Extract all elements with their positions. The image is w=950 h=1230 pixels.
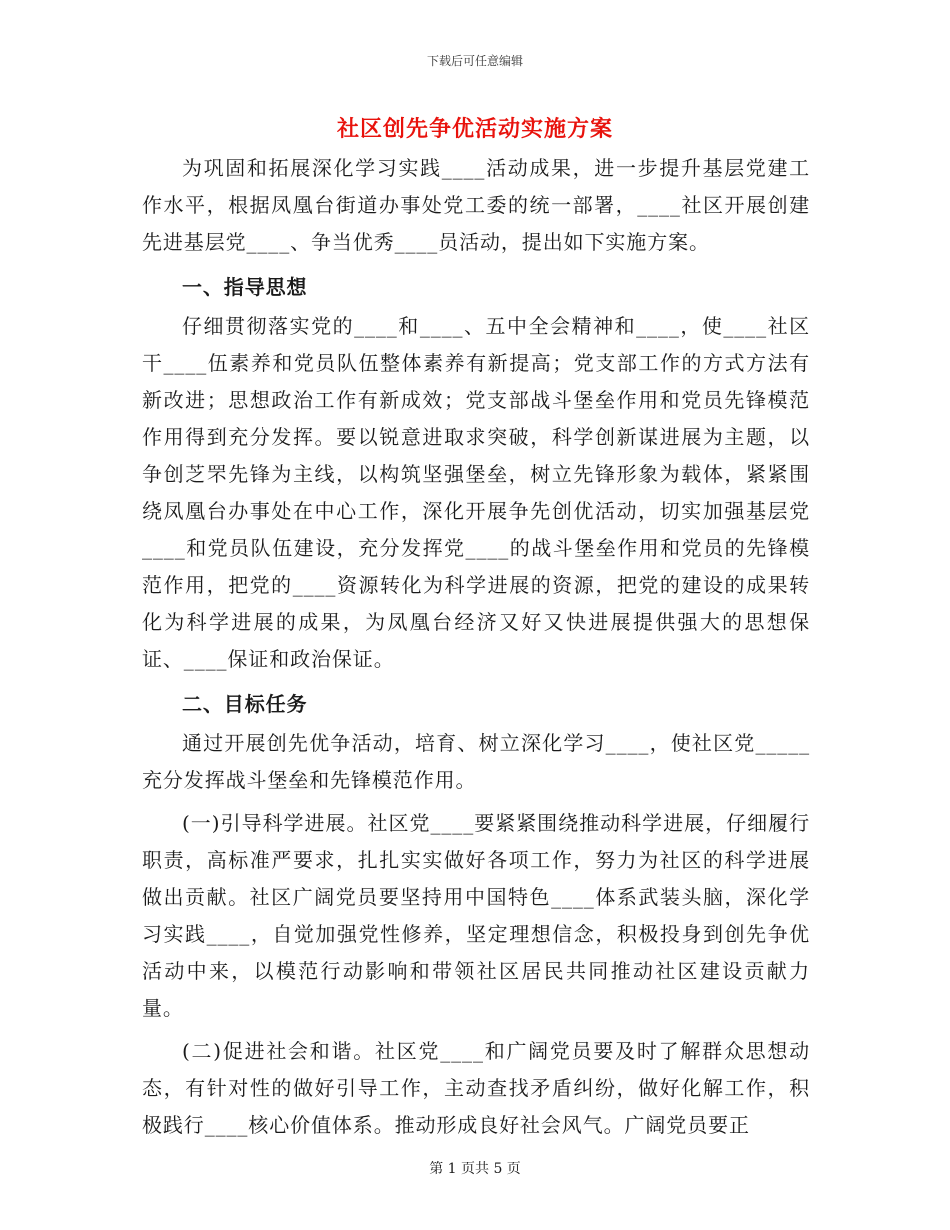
page-number: 第 1 页共 5 页: [429, 1161, 521, 1177]
section-heading-guiding-ideology: 一、指导思想: [182, 275, 308, 299]
intro-paragraph: 为巩固和拓展深化学习实践____活动成果，进一步提升基层党建工作水平，根据凤凰台街道办事处党工委的统一部署，____社区开展创建先进基层党____、争当优秀____员活动，提出如下实施方案。: [142, 156, 810, 254]
goal-item-science-progress: (一)引导科学进展。社区党____要紧紧围绕推动科学进展，仔细履行职责，高标准严要求，扎扎实实做好各项工作，努力为社区的科学进展做出贡献。社区广阔党员要坚持用中国特色____体系武装头脑，深化学习实践____，自觉加强党性修养，坚定理想信念，积极投身到创先争优活动中来，以模范行动影响和带领社区居民共同推动社区建设贡献力量。: [142, 811, 810, 1020]
document-title: 社区创先争优活动实施方案: [336, 116, 613, 142]
document-body: [142, 150, 810, 1144]
section-heading-goals-tasks: 二、目标任务: [182, 692, 308, 716]
goal-item-social-harmony: (二)促进社会和谐。社区党____和广阔党员要及时了解群众思想动态，有针对性的做好引导工作，主动查找矛盾纠纷，做好化解工作，积极践行____核心价值体系。推动形成良好社会风气。广阔党员要正: [142, 1039, 810, 1137]
section-body-goals-tasks: 通过开展创先优争活动，培育、树立深化学习____，使社区党_____充分发挥战斗堡垒和先锋模范作用。: [142, 731, 810, 792]
page-header: 下载后可任意编辑: [426, 54, 523, 68]
section-body-guiding-ideology: 仔细贯彻落实党的____和____、五中全会精神和____，使____社区干____伍素养和党员队伍整体素养有新提高；党支部工作的方式方法有新改进；思想政治工作有新成效；党支部战斗堡垒作用和党员先锋模范作用得到充分发挥。要以锐意进取求突破，科学创新谋进展为主题，以争创芝罘先锋为主线，以构筑坚强堡垒，树立先锋形象为载体，紧紧围绕凤凰台办事处在中心工作，深化开展争先创优活动，切实加强基层党____和党员队伍建设，充分发挥党____的战斗堡垒作用和党员的先锋模范作用，把党的____资源转化为科学进展的资源，把党的建设的成果转化为科学进展的成果，为凤凰台经济又好又快进展提供强大的思想保证、____保证和政治保证。: [142, 314, 810, 671]
